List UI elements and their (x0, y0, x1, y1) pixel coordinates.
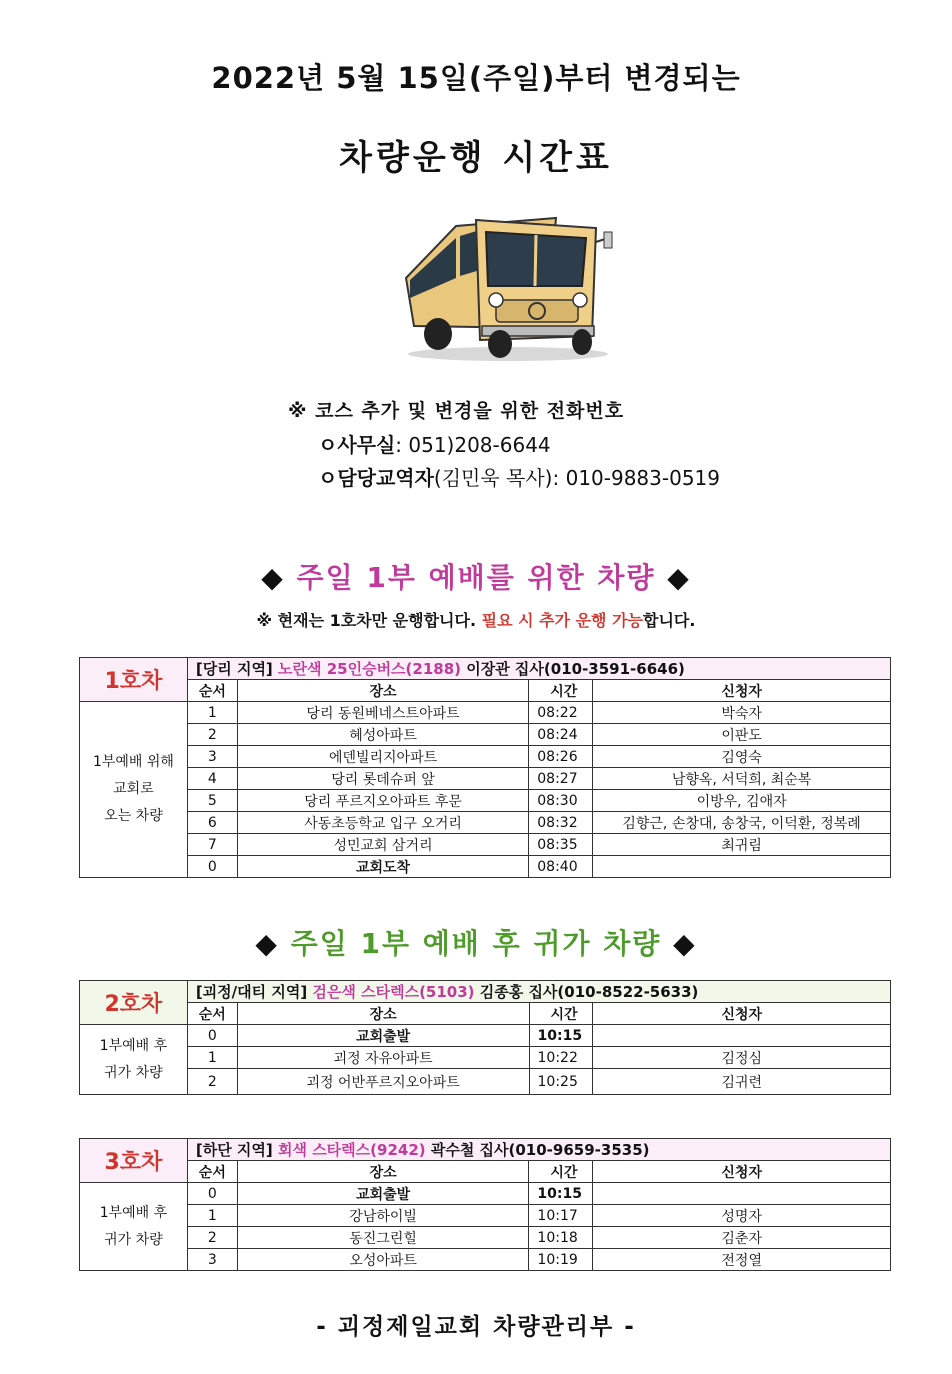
row-applicant: 박숙자 (593, 702, 891, 724)
row-applicant (593, 1183, 891, 1205)
notice-highlight: 필요 시 추가 운행 가능 (481, 611, 643, 630)
row-place: 에덴빌리지아파트 (237, 746, 528, 768)
contact-heading: ※ 코스 추가 및 변경을 위한 전화번호 (288, 400, 625, 422)
pastor-phone: : 010-9883-0519 (552, 466, 720, 490)
car-3-column-header (80, 1161, 891, 1183)
row-order: 3 (187, 1249, 237, 1271)
row-time: 08:30 (529, 790, 593, 812)
car-3-name: 3호차 (80, 1139, 188, 1183)
title-line-1: 2022년 5월 15일(주일)부터 변경되는 (211, 61, 741, 95)
table-row (80, 856, 891, 878)
desc-line: 오는 차량 (104, 808, 163, 824)
table-row (80, 1227, 891, 1249)
desc-line: 귀가 차량 (104, 1064, 163, 1081)
car-3-region: [하단 지역] (195, 1141, 273, 1159)
section-1-text: 주일 1부 예배를 위한 차량 (296, 561, 656, 594)
table-row (80, 724, 891, 746)
pastor-line (318, 462, 720, 495)
car-3-driver: 곽수철 집사(010-9659-3535) (425, 1141, 650, 1159)
diamond-icon: ◆ (667, 561, 691, 594)
row-time: 10:15 (529, 1025, 593, 1047)
row-order: 5 (187, 790, 237, 812)
table-row (80, 702, 891, 724)
notice-prefix: ※ 현재는 1호차만 운행합니다. (256, 611, 482, 630)
table-row (80, 1047, 891, 1069)
title-line-2: 차량운행 시간표 (339, 138, 613, 178)
table-row (80, 790, 891, 812)
desc-line: 1부예배 후 (99, 1037, 168, 1054)
row-applicant: 김춘자 (593, 1227, 891, 1249)
row-place: 교회출발 (237, 1183, 529, 1205)
footer: - 괴정제일교회 차량관리부 - (316, 1314, 636, 1340)
car-2-description (80, 1025, 188, 1095)
row-time: 08:40 (529, 856, 593, 878)
table-row (80, 812, 891, 834)
row-place: 당리 푸르지오아파트 후문 (237, 790, 528, 812)
row-time: 08:27 (529, 768, 593, 790)
col-place: 장소 (237, 1161, 529, 1183)
row-time: 10:22 (529, 1047, 593, 1069)
office-phone: : 051)208-6644 (395, 433, 551, 457)
row-place: 당리 동원베네스트아파트 (237, 702, 528, 724)
car-3-bus: 회색 스타렉스(9242) (272, 1141, 426, 1159)
col-applicant: 신청자 (593, 1003, 891, 1025)
row-order: 0 (187, 1183, 237, 1205)
row-order: 1 (187, 1205, 237, 1227)
row-time: 10:25 (529, 1069, 593, 1095)
desc-line: 교회로 (113, 781, 154, 797)
row-place: 동진그린힐 (237, 1227, 529, 1249)
car-3-header (187, 1139, 890, 1161)
row-place: 당리 롯데슈퍼 앞 (237, 768, 528, 790)
table-row (80, 1205, 891, 1227)
col-order: 순서 (187, 1003, 237, 1025)
row-order: 1 (187, 1047, 237, 1069)
col-time: 시간 (529, 680, 593, 702)
row-order: 2 (187, 1227, 237, 1249)
row-place: 교회도착 (237, 856, 528, 878)
car-2-column-header (80, 1003, 891, 1025)
car-1-description (80, 702, 188, 878)
row-time: 08:32 (529, 812, 593, 834)
row-time: 10:19 (529, 1249, 593, 1271)
row-order: 7 (187, 834, 237, 856)
office-label: ㅇ사무실 (318, 433, 396, 457)
car-2-name: 2호차 (80, 981, 188, 1025)
car-2-bus: 검은색 스타렉스(5103) (307, 983, 475, 1001)
row-place: 괴정 자유아파트 (237, 1047, 529, 1069)
row-time: 10:15 (529, 1183, 593, 1205)
col-time: 시간 (529, 1003, 593, 1025)
desc-line: 1부예배 후 (99, 1204, 168, 1221)
table-row (80, 1249, 891, 1271)
row-place: 괴정 어반푸르지오아파트 (237, 1069, 529, 1095)
desc-line: 귀가 차량 (104, 1231, 163, 1248)
row-place: 교회출발 (237, 1025, 529, 1047)
col-applicant: 신청자 (593, 680, 891, 702)
car-2-driver: 김종홍 집사(010-8522-5633) (474, 983, 699, 1001)
table-row (80, 768, 891, 790)
diamond-icon: ◆ (673, 927, 697, 960)
row-applicant: 김정심 (593, 1047, 891, 1069)
row-time: 08:22 (529, 702, 593, 724)
diamond-icon: ◆ (255, 927, 279, 960)
car-2-region: [괴정/대티 지역] (195, 983, 308, 1001)
section-1-heading (0, 556, 952, 596)
car-1-bus: 노란색 25인승버스(2188) (272, 660, 462, 678)
pastor-name: (김민욱 목사) (433, 466, 553, 490)
car-1-column-header (80, 680, 891, 702)
col-place: 장소 (237, 1003, 529, 1025)
row-order: 2 (187, 1069, 237, 1095)
contact-info (288, 396, 720, 495)
row-time: 10:17 (529, 1205, 593, 1227)
row-time: 10:18 (529, 1227, 593, 1249)
row-place: 혜성아파트 (237, 724, 528, 746)
col-order: 순서 (187, 680, 237, 702)
table-row (80, 746, 891, 768)
row-place: 사동초등학교 입구 오거리 (237, 812, 528, 834)
row-applicant: 김귀련 (593, 1069, 891, 1095)
row-applicant: 남향옥, 서덕희, 최순복 (593, 768, 891, 790)
car-3-table (79, 1138, 891, 1271)
diamond-icon: ◆ (261, 561, 285, 594)
desc-line: 1부예배 위해 (92, 754, 174, 770)
office-line (318, 429, 720, 462)
row-order: 2 (187, 724, 237, 746)
row-order: 1 (187, 702, 237, 724)
car-1-name: 1호차 (80, 658, 188, 702)
car-2-header (187, 981, 890, 1003)
table-row (80, 1025, 891, 1047)
row-order: 6 (187, 812, 237, 834)
bus-icon (396, 208, 616, 364)
row-applicant (593, 1025, 891, 1047)
row-applicant: 최귀림 (593, 834, 891, 856)
section-2-heading (0, 922, 952, 962)
row-applicant: 이방우, 김애자 (593, 790, 891, 812)
col-time: 시간 (529, 1161, 593, 1183)
row-place: 성민교회 삼거리 (237, 834, 528, 856)
pastor-label: ㅇ담당교역자 (318, 466, 434, 490)
car-1-region: [당리 지역] (195, 660, 273, 678)
col-applicant: 신청자 (593, 1161, 891, 1183)
car-3-description (80, 1183, 188, 1271)
row-order: 4 (187, 768, 237, 790)
table-row (80, 834, 891, 856)
car-2-table (79, 980, 891, 1095)
table-row (80, 1183, 891, 1205)
col-order: 순서 (187, 1161, 237, 1183)
section-2-text: 주일 1부 예배 후 귀가 차량 (290, 927, 662, 960)
row-applicant: 김영숙 (593, 746, 891, 768)
row-order: 3 (187, 746, 237, 768)
col-place: 장소 (237, 680, 528, 702)
row-applicant: 김향근, 손창대, 송창국, 이덕환, 정복례 (593, 812, 891, 834)
row-place: 강남하이빌 (237, 1205, 529, 1227)
notice (0, 608, 952, 631)
row-place: 오성아파트 (237, 1249, 529, 1271)
row-applicant (593, 856, 891, 878)
row-time: 08:35 (529, 834, 593, 856)
car-1-driver: 이장관 집사(010-3591-6646) (461, 660, 685, 678)
notice-suffix: 합니다. (643, 611, 696, 630)
row-applicant: 성명자 (593, 1205, 891, 1227)
table-row (80, 1069, 891, 1095)
car-1-table (79, 657, 891, 878)
row-order: 0 (187, 1025, 237, 1047)
row-applicant: 이판도 (593, 724, 891, 746)
row-time: 08:26 (529, 746, 593, 768)
row-applicant: 전정열 (593, 1249, 891, 1271)
row-time: 08:24 (529, 724, 593, 746)
car-1-header (187, 658, 890, 680)
row-order: 0 (187, 856, 237, 878)
